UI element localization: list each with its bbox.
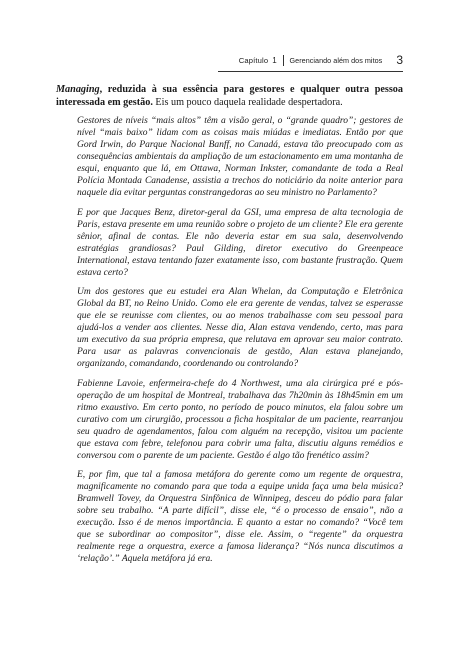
running-header [218,53,403,67]
running-title: Gerenciando além dos mitos [289,55,383,65]
quote-paragraph: Gestores de níveis “mais altos” têm a visão geral, o “grande quadro”; gestores de nível “mais baixo” lidam com as coisas mais miúdas e imediatas. Então por que Gord Irwin, do Parque Nacional Banff, no Canadá, estava tão preocupado com as consequências ambientais da ampliação de um estacionamento em uma montanha de esqui, enquanto que lá, em Ottawa, Norman Inkster, comandante de toda a Real Polícia Montada Canadense, assistia a trechos do noticiário da noite anterior para naquele dia evitar perguntas constrangedoras ao seu ministro no Parlamento? [77,116,403,199]
intro-paragraph [56,83,403,109]
quote-paragraph: Um dos gestores que eu estudei era Alan Whelan, da Computação e Eletrônica Global da BT, no Reino Unido. Como ele era gerente de vendas, talvez se esperasse que ele se reunisse com clientes, ou ao menos trabalhasse com seu pessoal para ajudá-los a vender aos clientes. Nesse dia, Alan estava vendendo, certo, mas para um executivo da sua própria empresa, que relutava em aprovar seu maior contrato. Para usar as palavras convencionais de gestão, Alan estava planejando, organizando, comandando, coordenando ou controlando? [77,286,403,370]
quote-paragraph: E, por fim, que tal a famosa metáfora do gerente como um regente de orquestra, magnificamente no comando para que toda a equipe unida faça uma bela música? Bramwell Tovey, da Orquestra Sinfônica de Winnipeg, desceu do pódio para falar sobre seu trabalho. “A parte difícil”, disse ele, “é o processo de ensaio”, não a execução. Isso é de menos importância. E quanto a estar no comando? “Você tem que se subordinar ao compositor”, disse ele. Assim, o “regente” da orquestra realmente rege a orquestra, exerce a famosa liderança? “Nós nunca discutimos a ‘relação’.” Aquela metáfora já era. [77,470,403,565]
quote-paragraph: Fabienne Lavoie, enfermeira-chefe do 4 Northwest, uma ala cirúrgica pré e pós-operação de um hospital de Montreal, trabalhava das 7h20min às 18h45min em um ritmo exaustivo. Em certo ponto, no período de pouco minutos, ela falou sobre um curativo com um cirurgião, processou a ficha hospitalar de um paciente, rearranjou seu quadro de agendamentos, falou com alguém na recepção, visitou um paciente que estava com febre, telefonou para cobrir uma falta, discutiu alguns remédios e conversou com o parente de um paciente. Gestão é algo tão frenético assim? [77,378,403,461]
header-separator [283,55,284,66]
chapter-number: 1 [272,55,277,65]
page-number: 3 [396,53,403,67]
intro-lead-italic: Managing [56,84,100,95]
header-rule [218,71,403,72]
intro-lead-bold: , reduzida à sua essência para gestores e qualquer outra pessoa interessada em gestão. [56,84,403,108]
quote-block [56,115,403,565]
body-text [56,83,403,573]
chapter-label: Capítulo [238,55,269,65]
quote-paragraph: E por que Jacques Benz, diretor-geral da GSI, uma empresa de alta tecnologia de Paris, estava presente em uma reunião sobre o projeto de um cliente? Ele era gerente sênior, afinal de contas. Ele não deveria estar em sua sala, desenvolvendo estratégias grandiosas? Paul Gilding, diretor executivo do Greenpeace International, estava tentando fazer exatamente isso, com bastante frustração. Quem estava certo? [77,207,403,278]
intro-rest: Eis um pouco daquela realidade despertadora. [152,97,343,108]
